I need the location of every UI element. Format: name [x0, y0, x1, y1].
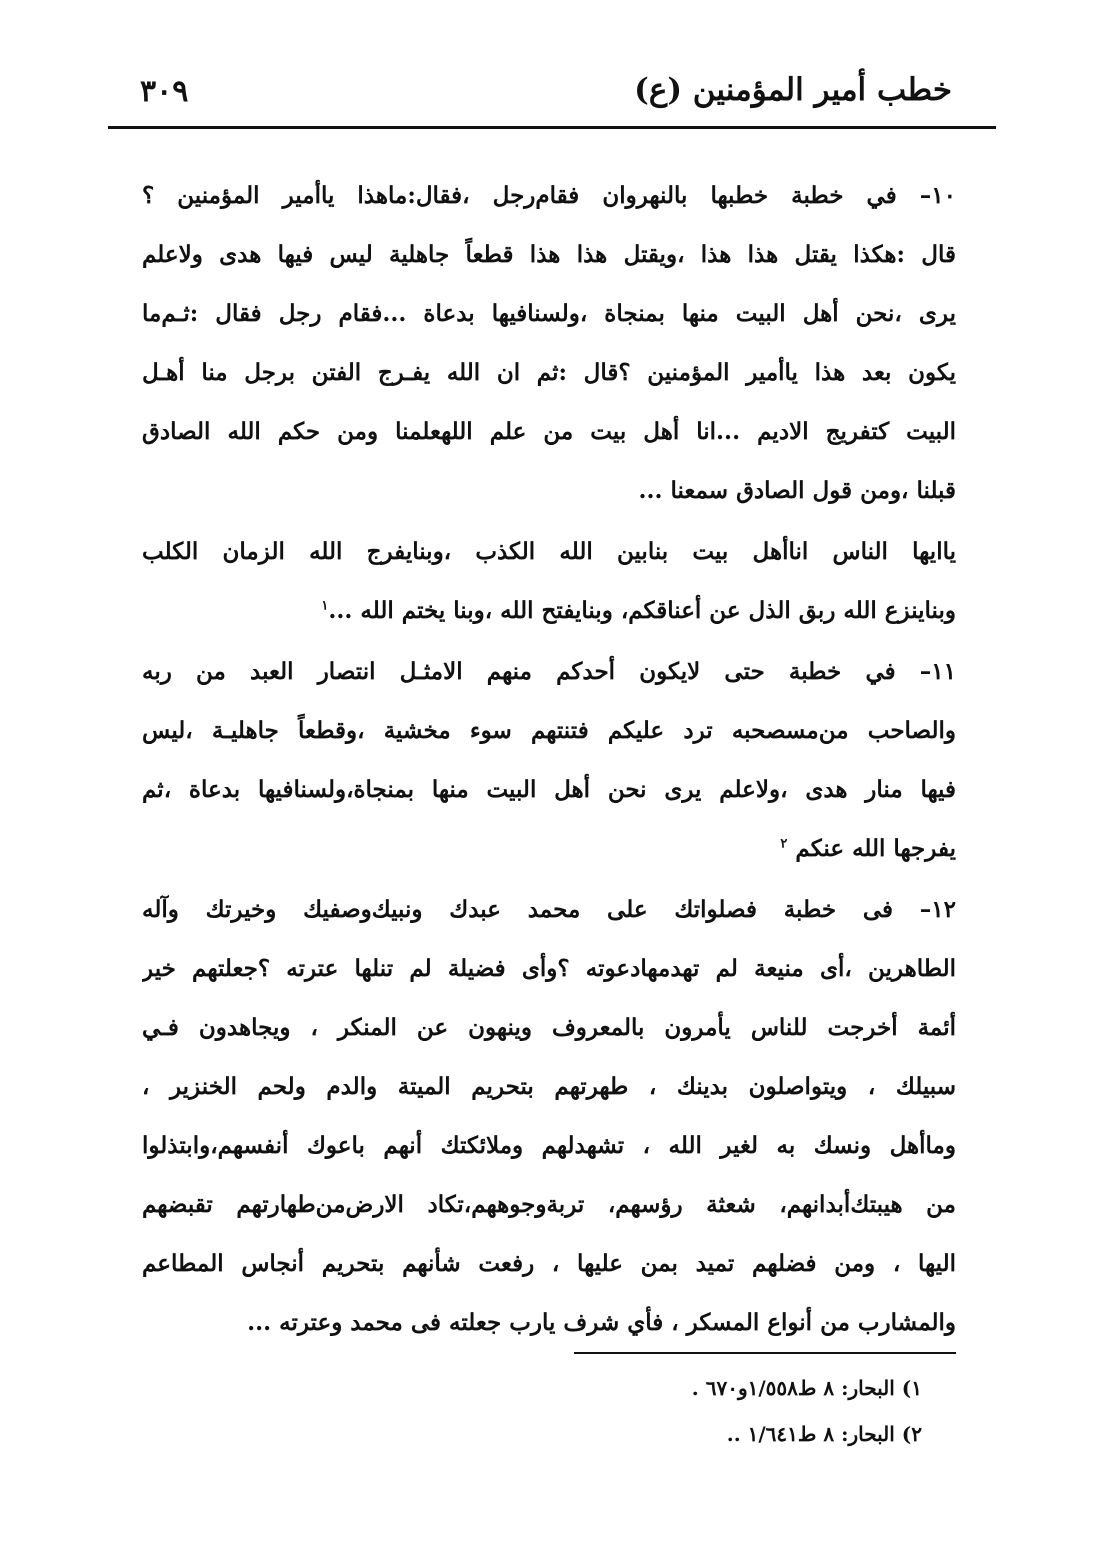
text-line: اليها ، ومن فضلهم تميد بمن عليها ، رفعت شأنهم بتحريم أنجاس المطاعم — [142, 1250, 956, 1277]
body-text — [142, 166, 956, 1352]
text-line: والصاحب من‌مسصحبه ترد عليكم فتنتهم سوء مخشية ،وقطعاً جاهليـة ،ليس — [142, 717, 956, 744]
running-title: خطب أمير المؤمنين (ع) — [634, 72, 952, 108]
header-rule — [108, 126, 996, 129]
text-line: سبيلك ، ويتواصلون بدينك ، طهرتهم بتحريم الميتة والدم ولحم الخنزير ، — [142, 1073, 956, 1100]
text-line: وبنا‌ينزع الله ربق الذل عن أعناقكم، وبنا‌يفتح الله ،وبنا يختم الله ... — [328, 597, 956, 624]
paragraph-sermon-11 — [142, 642, 956, 878]
text-line: والمشارب من أنواع المسكر ، فأي شرف يارب جعلته فى محمد وعترته ... — [247, 1309, 956, 1336]
paragraph-sermon-12 — [142, 880, 956, 1352]
paragraph-continuation — [142, 522, 956, 640]
text-line: يرى ،نحن أهل البيت منها بمنجاة ،ولسنافيها بدعاة ...فقام رجل فقال :ثـم‌ما — [142, 300, 956, 327]
text-line: قبلنا ،ومن قول الصادق سمعنا ... — [638, 477, 956, 504]
text-line: يكون بعد هذا ياأمير المؤمنين ؟قال :ثم ان الله يفـرج الفتن برجل منا أهـل — [142, 359, 956, 386]
text-line: البيت كتفريج الاديم ...انا أهل بيت من علم اللهعلمنا ومن حكم الله الصادق — [142, 418, 956, 445]
text-line: يفرجها الله عنكم — [795, 835, 956, 862]
paragraph-sermon-10 — [142, 166, 956, 520]
footnote-rule — [574, 1352, 956, 1354]
footnote-ref-1: ١ — [321, 598, 329, 614]
text-line: ١٠– في خطبة خطبها بالنهروان فقام‌رجل ،فقال:ماهذا ياأمير المؤمنين ؟ — [142, 182, 956, 209]
footnote-1: ١) البحار: ٨ ط١/٥٥٨و٦٧٠ . — [691, 1376, 922, 1400]
text-line-with-ref — [142, 819, 956, 878]
text-line: من هيبتك‌أبدانهم، شعثة رؤسهم، تربة‌وجوههم،تكاد الارض‌من‌طهارتهم تقبضهم — [142, 1191, 956, 1218]
text-line: وماأهل ونسك به لغير الله ، تشهدلهم وملائكتك أنهم باعوك أنفسهم،وابتذلوا — [142, 1132, 956, 1159]
text-line: ١٢– فى خطبة فصلواتك على محمد عبدك ونبيك‌وصفيك وخيرتك وآله — [142, 896, 956, 923]
text-line: الطاهرين ،أى منيعة لم تهدمهادعوته ؟وأى فضيلة لم تنلها عترته ؟جعلتهم خير — [142, 955, 956, 982]
text-line-with-ref — [142, 581, 956, 640]
footnote-ref-2: ٢ — [780, 836, 788, 852]
text-line: فيها منار هدى ،ولاعلم يرى نحن أهل البيت منها بمنجاة،ولسنافيها بدعاة ،ثم — [142, 776, 956, 803]
text-line: ١١– في خطبة حتى لايكون أحدكم منهم الامثـل انتصار العبد من ربه — [142, 658, 956, 685]
page-number: ٣٠٩ — [140, 74, 189, 109]
footnote-2: ٢) البحار: ٨ ط١/٦٤١ .. — [726, 1422, 922, 1446]
text-line: أئمة أخرجت للناس يأمرون بالمعروف وينهون عن المنكر ، ويجاهدون فـي — [142, 1014, 956, 1041]
text-line: يا‌ايها الناس انا‌أهل بيت بنا‌بين الله الكذب ،وبنا‌يفرج الله الزمان الكلب — [142, 538, 956, 565]
text-line: قال :هكذا يقتل هذا هذا ،ويقتل هذا هذا قطعاً جاهلية ليس فيها هدى ولاعلم — [142, 241, 956, 268]
